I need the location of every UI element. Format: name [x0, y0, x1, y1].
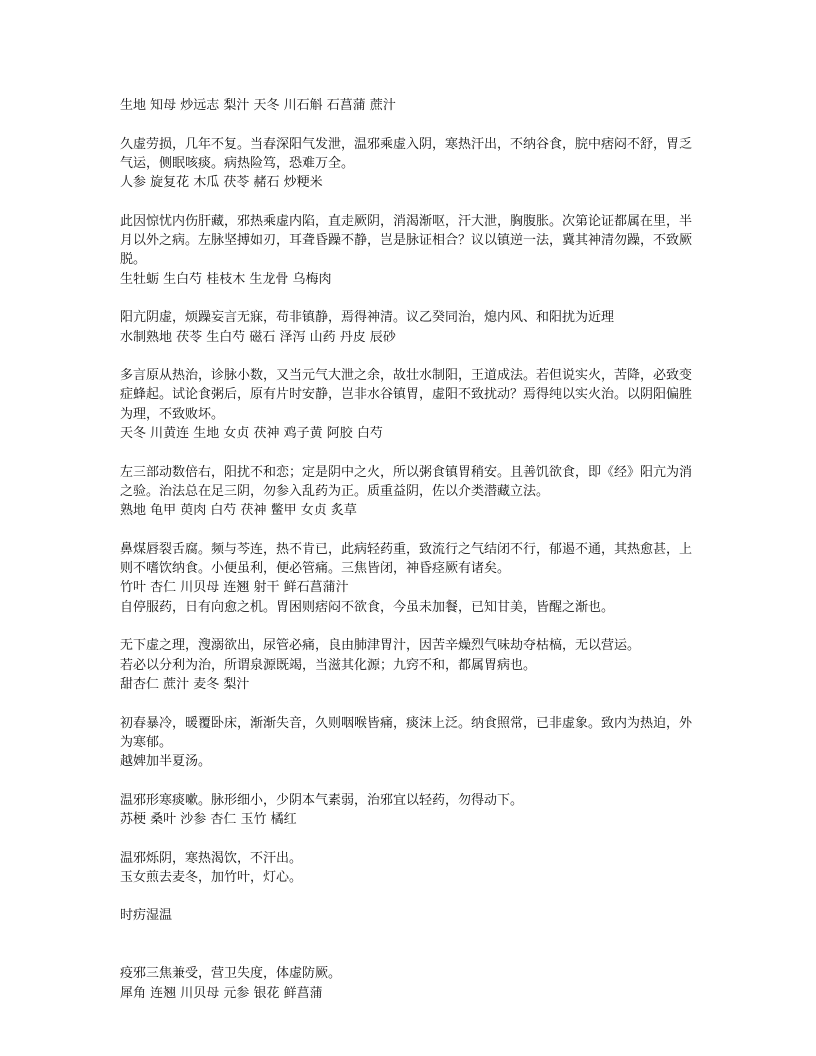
case-paragraph: 无下虚之理，溲溺欲出，尿管必痛，良由肺津胃汁，因苦辛燥烈气味劫夺枯槁，无以营运。: [120, 638, 641, 654]
section-spacer: [120, 926, 696, 965]
prescription-line: 犀角 连翘 川贝母 元参 银花 鲜菖蒲: [120, 985, 323, 1001]
prescription-line: 竹叶 杏仁 川贝母 连翘 射干 鲜石菖蒲汁: [120, 580, 349, 596]
case-paragraph: 此因惊忧内伤肝藏，邪热乘虚内陷，直走厥阴，消渴渐呕，汗大泄，胸腹胀。次第论证都属在里，半月以外之病。左脉坚搏如刃，耳聋昏躁不静，岂是脉证相合？议以镇逆一法，冀其神清勿躁，不致厥脱。: [120, 213, 693, 268]
case-paragraph: 温邪形寒痰嗽。脉形细小，少阴本气素弱，治邪宜以轻药，勿得动下。: [120, 792, 524, 808]
case-paragraph: 左三部动数倍右，阳扰不和恋；定是阴中之火，所以粥食镇胃稍安。且善饥欲食，即《经》阳亢为消之验。治法总在足三阴，勿参入乱药为正。质重益阴，佐以介类潜藏立法。: [120, 464, 693, 499]
prescription-line: 水制熟地 茯苓 生白芍 磁石 泽泻 山药 丹皮 辰砂: [120, 329, 396, 345]
paragraph-spacer: [120, 289, 696, 308]
prescription-line: 生地 知母 炒远志 梨汁 天冬 川石斛 石菖蒲 蔗汁: [120, 98, 396, 113]
document-page: [120, 96, 696, 1003]
case-paragraph: 自停服药，日有向愈之机。胃困则痞闷不欲食，今虽未加餐，已知甘美，皆醒之渐也。: [120, 599, 615, 615]
case-paragraph: 鼻煤唇裂舌腐。频与芩连，热不肯已，此病轻药重，致流行之气结闭不行，郁遏不通，其热愈甚，上则不嗜饮纳食。小便虽利，便必管痛。三焦皆闭，神昏痉厥有诸矣。: [120, 541, 693, 577]
prescription-line: 人参 旋复花 木瓜 茯苓 赭石 炒粳米: [120, 175, 323, 191]
case-paragraph: 久虚劳损，几年不复。当春深阳气发泄，温邪乘虚入阴，寒热汗出，不纳谷食，脘中痞闷不舒，胃乏气运，侧眠咳痰。病热险笃，恐难万全。: [120, 136, 693, 171]
paragraph-spacer: [120, 771, 696, 790]
case-paragraph: 若必以分利为治，所谓泉源既竭，当滋其化源；九窍不和，都属胃病也。: [120, 657, 537, 673]
paragraph-spacer: [120, 115, 696, 134]
prescription-line: 甜杏仁 蔗汁 麦冬 梨汁: [120, 676, 250, 692]
paragraph-spacer: [120, 617, 696, 636]
prescription-line: 越婢加半夏汤。: [120, 754, 212, 770]
paragraph-spacer: [120, 829, 696, 848]
prescription-line: 熟地 龟甲 萸肉 白芍 茯神 鳖甲 女贞 炙草: [120, 503, 357, 519]
paragraph-spacer: [120, 887, 696, 906]
case-paragraph: 多言原从热治，诊脉小数，又当元气大泄之余，故壮水制阳，王道成法。若但说实火，苦降，必致变症蜂起。试论食粥后，原有片时安静，岂非水谷镇胃，虚阳不致扰动？焉得纯以实火治。以阴阳偏胜为理，不致败坏。: [120, 368, 693, 422]
prescription-line: 生牡蛎 生白芍 桂枝木 生龙骨 乌梅肉: [120, 271, 332, 287]
case-paragraph: 温邪烁阴，寒热渴饮，不汗出。: [120, 850, 303, 866]
case-paragraph: 阳亢阴虚，烦躁妄言无寐，苟非镇静，焉得神清。议乙癸同治，熄内风、和阳扰为近理: [120, 310, 615, 326]
prescription-line: 玉女煎去麦冬，加竹叶，灯心。: [120, 869, 303, 885]
prescription-line: 天冬 川黄连 生地 女贞 茯神 鸡子黄 阿胶 白芍: [120, 426, 383, 442]
paragraph-spacer: [120, 521, 696, 540]
case-paragraph: 初春暴冷，暖覆卧床，渐渐失音，久则咽喉皆痛，痰沫上泛。纳食照常，已非虚象。致内为热迫，外为寒郁。: [120, 715, 693, 750]
case-paragraph: 疫邪三焦兼受，营卫失度，体虚防厥。: [120, 966, 342, 982]
paragraph-spacer: [120, 347, 696, 366]
prescription-line: 时疠湿温: [120, 908, 173, 924]
prescription-line: 苏梗 桑叶 沙参 杏仁 玉竹 橘红: [120, 811, 297, 827]
paragraph-spacer: [120, 694, 696, 713]
paragraph-spacer: [120, 192, 696, 211]
paragraph-spacer: [120, 443, 696, 462]
